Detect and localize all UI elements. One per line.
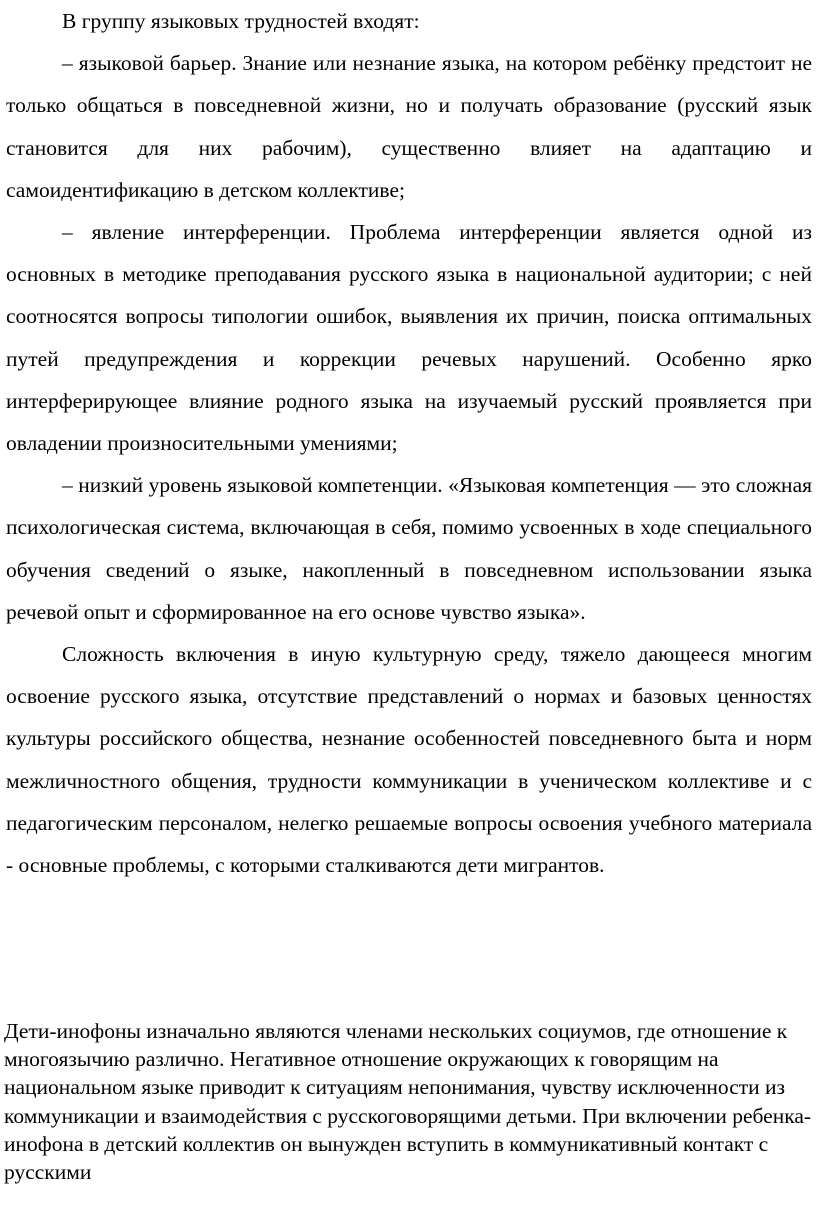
closing-text-section bbox=[4, 1017, 816, 1186]
summary-paragraph: Сложность включения в иную культурную среду, тяжело дающееся многим освоение русского языка, отсутствие представлений о нормах и базовых ценностях культуры российского общества, незнание особенностей повседневного быта и норм межличностного общения, трудности коммуникации в ученическом коллективе и с педагогическим персоналом, нелегко решаемые вопросы освоения учебного материала - основные проблемы, с которыми сталкиваются дети мигрантов. bbox=[6, 642, 812, 878]
main-text-section bbox=[6, 0, 812, 886]
list-item-language-competence: – низкий уровень языковой компетенции. «Языковая компетенция — это сложная психологическая система, включающая в себя, помимо усвоенных в ходе специального обучения сведений о языке, накопленный в повседневном использовании языка речевой опыт и сформированное на его основе чувство языка». bbox=[6, 473, 812, 624]
list-item-interference: – явление интерференции. Проблема интерференции является одной из основных в методике преподавания русского языка в национальной аудитории; с ней соотносятся вопросы типологии ошибок, выявления их причин, поиска оптимальных путей предупреждения и коррекции речевых нарушений. Особенно ярко интерферирующее влияние родного языка на изучаемый русский проявляется при овладении произносительными умениями; bbox=[6, 220, 812, 456]
intro-paragraph: В группу языковых трудностей входят: bbox=[62, 9, 420, 33]
list-item-language-barrier: – языковой барьер. Знание или незнание языка, на котором ребёнку предстоит не только общаться в повседневной жизни, но и получать образование (русский язык становится для них рабочим), существенно влияет на адаптацию и самоидентификацию в детском коллективе; bbox=[6, 51, 812, 202]
closing-paragraph: Дети-инофоны изначально являются членами нескольких социумов, где отношение к многоязычию различно. Негативное отношение окружающих к говорящим на национальном языке приводит к ситуациям непонимания, чувству исключенности из коммуникации и взаимодействия с русскоговорящими детьми. При включении ребенка-инофона в детский коллектив он вынужден вступить в коммуникативный контакт с русскими bbox=[4, 1019, 812, 1185]
